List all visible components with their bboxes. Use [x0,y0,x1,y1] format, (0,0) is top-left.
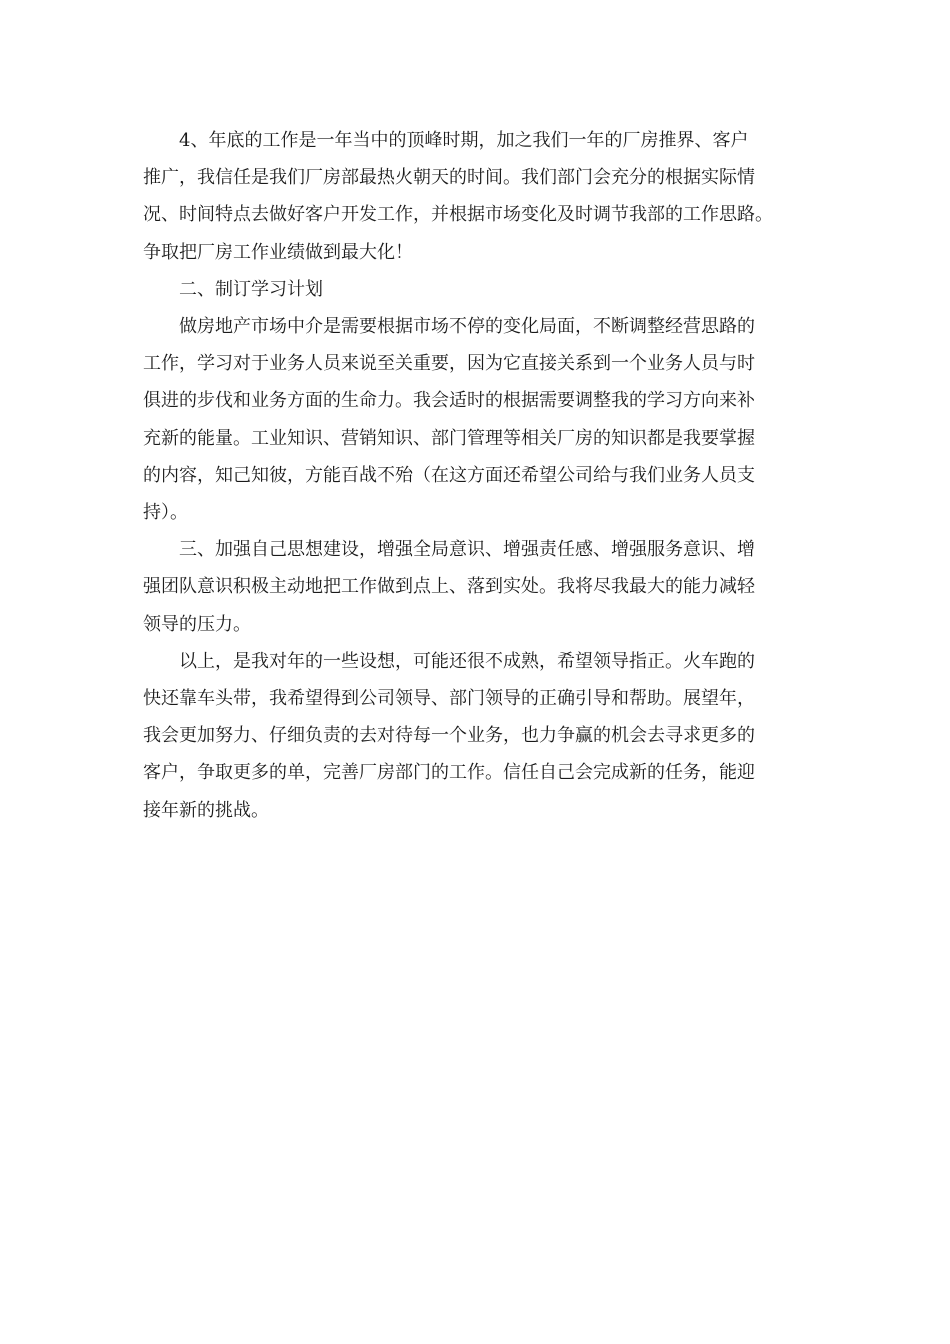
text-line: 以上，是我对年的一些设想，可能还很不成熟，希望领导指正。火车跑的 [179,650,755,672]
paragraph-ideology-building [143,531,808,643]
text-line: 接年新的挑战。 [143,799,269,821]
text-line: 工作，学习对于业务人员来说至关重要，因为它直接关系到一个业务人员与时 [143,353,755,375]
text-line: 我会更加努力、仔细负责的去对待每一个业务，也力争赢的机会去寻求更多的 [143,725,755,747]
text-line: 推广，我信任是我们厂房部最热火朝天的时间。我们部门会充分的根据实际情 [143,167,755,189]
text-line: 4、年底的工作是一年当中的顶峰时期，加之我们一年的厂房推界、客户 [179,130,749,151]
paragraph-conclusion [143,643,808,829]
text-line: 的内容，知己知彼，方能百战不殆（在这方面还希望公司给与我们业务人员支 [143,464,755,486]
text-line: 持）。 [143,502,188,524]
paragraph-study-plan [143,308,808,531]
paragraph-year-end-work [143,122,808,271]
text-line: 争取把厂房工作业绩做到最大化！ [143,241,413,263]
document-body [143,122,808,829]
text-line: 三、加强自己思想建设，增强全局意识、增强责任感、增强服务意识、增 [179,539,755,561]
heading-text: 二、制订学习计划 [179,278,323,300]
text-line: 充新的能量。工业知识、营销知识、部门管理等相关厂房的知识都是我要掌握 [143,427,755,449]
section-heading-study-plan [143,271,808,308]
text-line: 客户，争取更多的单，完善厂房部门的工作。信任自己会完成新的任务，能迎 [143,762,755,784]
text-line: 领导的压力。 [143,613,251,635]
text-line: 做房地产市场中介是需要根据市场不停的变化局面，不断调整经营思路的 [179,316,755,338]
text-line: 快还靠车头带，我希望得到公司领导、部门领导的正确引导和帮助。展望年， [143,688,755,710]
text-line: 强团队意识积极主动地把工作做到点上、落到实处。我将尽我最大的能力减轻 [143,576,755,598]
text-line: 俱进的步伐和业务方面的生命力。我会适时的根据需要调整我的学习方向来补 [143,390,755,412]
text-line: 况、时间特点去做好客户开发工作，并根据市场变化及时调节我部的工作思路。 [143,204,773,226]
